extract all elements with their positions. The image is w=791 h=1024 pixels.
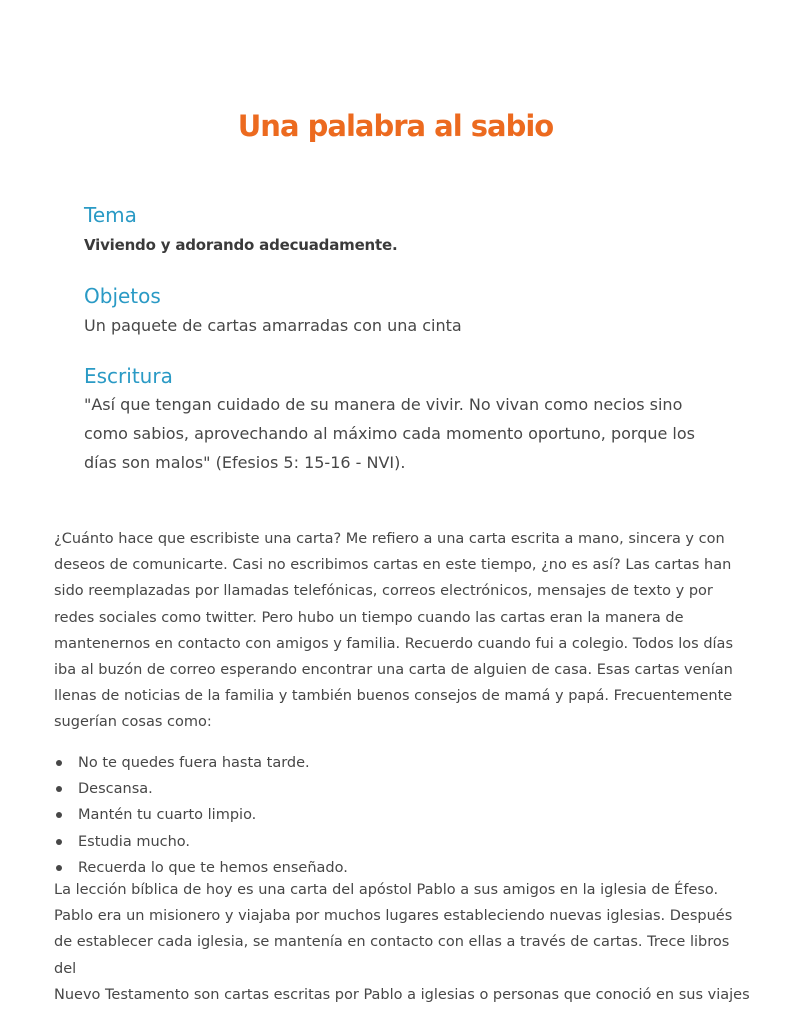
escritura-heading: Escritura xyxy=(84,364,173,388)
text-line: ¿Cuánto hace que escribiste una carta? Me refiero a una carta escrita a mano, sincera y con xyxy=(54,531,725,547)
text-line: La lección bíblica de hoy es una carta del apóstol Pablo a sus amigos en la iglesia de Éfeso. xyxy=(54,882,719,898)
list-item xyxy=(54,802,754,828)
intro-paragraph xyxy=(54,526,754,736)
text-line: llenas de noticias de la familia y también buenos consejos de mamá y papá. Frecuentemente xyxy=(54,688,733,705)
text-line: deseos de comunicarte. Casi no escribimos cartas en este tiempo, ¿no es así? Las cartas han xyxy=(54,557,732,574)
text-line: de establecer cada iglesia, se mantenía en contacto con ellas a través de cartas. Trece libros del xyxy=(54,934,730,977)
tema-heading: Tema xyxy=(84,203,137,227)
list-item xyxy=(54,750,754,776)
bullet-icon xyxy=(56,839,62,845)
text-line: Pablo era un misionero y viajaba por muchos lugares estableciendo nuevas iglesias. Después xyxy=(54,908,733,925)
bullet-icon xyxy=(56,760,62,766)
list-item-text: Recuerda lo que te hemos enseñado. xyxy=(78,859,348,876)
text-line: iba al buzón de correo esperando encontrar una carta de alguien de casa. Esas cartas venían xyxy=(54,662,733,679)
text-line: mantenernos en contacto con amigos y familia. Recuerdo cuando fui a colegio. Todos los días xyxy=(54,635,733,652)
list-item-text: Descansa. xyxy=(78,781,153,798)
advice-list xyxy=(54,750,754,881)
bullet-icon xyxy=(56,865,62,871)
list-item-text: Estudia mucho. xyxy=(78,833,191,850)
escritura-line: "Así que tengan cuidado de su manera de vivir. No vivan como necios sino xyxy=(84,395,683,414)
list-item-text: Mantén tu cuarto limpio. xyxy=(78,807,257,824)
text-line: Nuevo Testamento son cartas escritas por Pablo a iglesias o personas que conoció en sus viajes xyxy=(54,986,750,1003)
list-item-text: No te quedes fuera hasta tarde. xyxy=(78,755,310,771)
tema-text: Viviendo y adorando adecuadamente. xyxy=(84,236,398,254)
page-title: Una palabra al sabio xyxy=(237,109,554,143)
text-line: redes sociales como twitter. Pero hubo un tiempo cuando las cartas eran la manera de xyxy=(54,609,684,626)
lesson-paragraph xyxy=(54,877,754,1008)
escritura-section xyxy=(84,363,724,477)
objetos-heading: Objetos xyxy=(84,284,161,308)
list-item xyxy=(54,776,754,802)
bullet-icon xyxy=(56,786,62,792)
objetos-text: Un paquete de cartas amarradas con una cinta xyxy=(84,316,462,335)
text-line: sido reemplazadas por llamadas telefónicas, correos electrónicos, mensajes de texto y por xyxy=(54,583,713,600)
objetos-section xyxy=(84,283,724,340)
list-item xyxy=(54,829,754,855)
tema-section xyxy=(84,202,724,260)
escritura-line: días son malos" (Efesios 5: 15-16 - NVI). xyxy=(84,453,406,472)
bullet-icon xyxy=(56,812,62,818)
escritura-line: como sabios, aprovechando al máximo cada momento oportuno, porque los xyxy=(84,424,695,443)
text-line: sugerían cosas como: xyxy=(54,714,212,731)
